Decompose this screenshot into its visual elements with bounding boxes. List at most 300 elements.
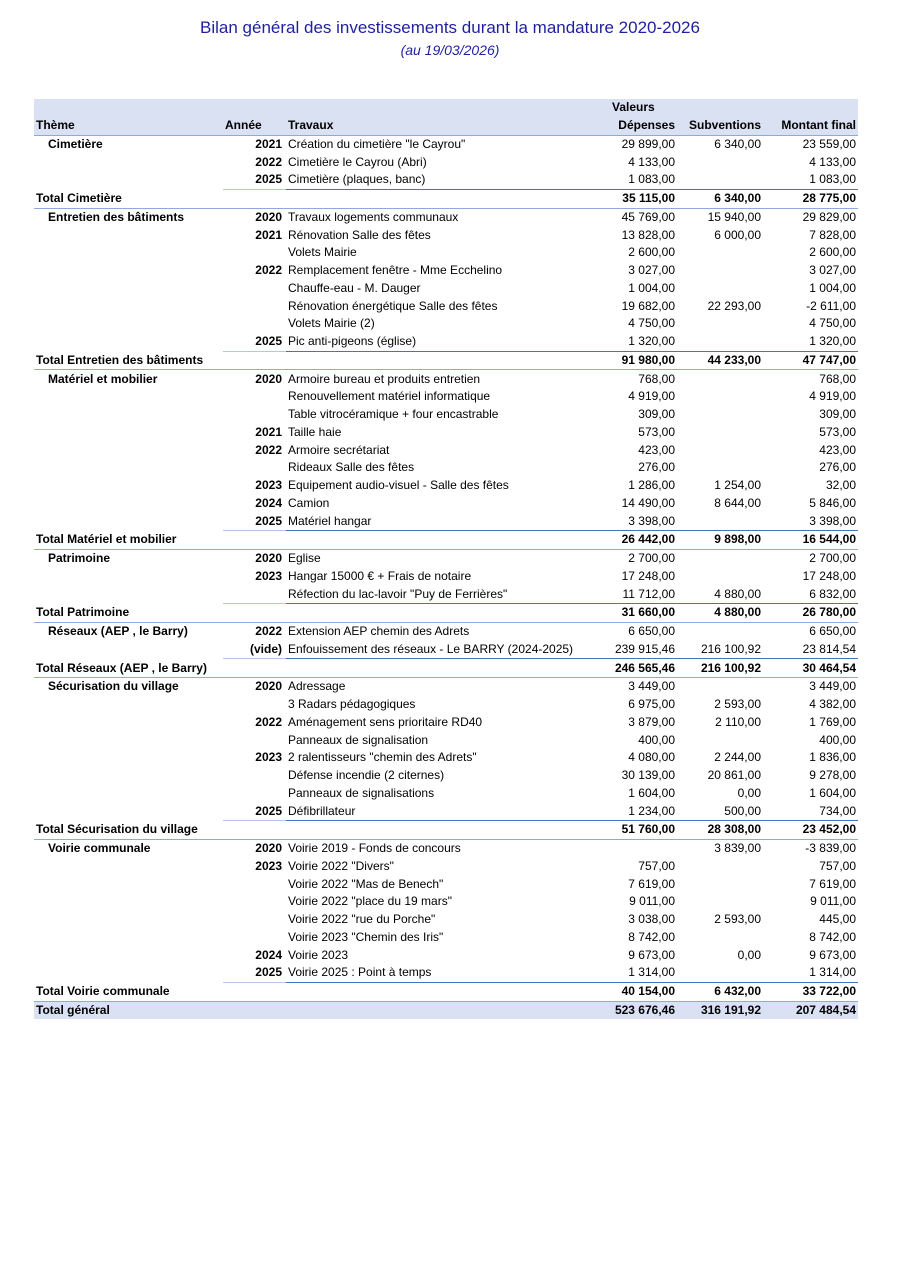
final-cell: 4 919,00 xyxy=(809,389,856,404)
year-cell xyxy=(223,585,286,603)
year-cell: 2020 xyxy=(255,371,282,386)
final-cell: 7 828,00 xyxy=(809,227,856,242)
year-cell: 2022 xyxy=(255,263,282,278)
works-cell: Voirie 2023 "Chemin des Iris" xyxy=(288,929,444,944)
theme-cell xyxy=(34,911,223,929)
table-row xyxy=(34,262,858,280)
final-cell: 5 846,00 xyxy=(809,495,856,510)
theme-cell xyxy=(34,858,223,876)
theme-label: Voirie communale xyxy=(48,841,151,856)
final-cell: 445,00 xyxy=(819,912,856,927)
subtotal-row xyxy=(34,531,858,550)
expenses-cell: 757,00 xyxy=(638,858,675,873)
theme-cell xyxy=(34,696,223,714)
subsidies-cell xyxy=(677,678,763,696)
subtotal-final: 33 722,00 xyxy=(763,982,858,1001)
final-cell: 1 320,00 xyxy=(763,333,858,351)
subtotal-final: 16 544,00 xyxy=(763,531,858,550)
theme-cell xyxy=(34,171,223,189)
final-cell: 3 027,00 xyxy=(809,263,856,278)
works-cell: Remplacement fenêtre - Mme Ecchelino xyxy=(288,263,503,278)
subsidies-cell: 2 244,00 xyxy=(714,750,761,765)
subtotal-subsidies: 4 880,00 xyxy=(677,604,763,623)
subsidies-cell xyxy=(677,893,763,911)
theme-cell xyxy=(34,714,223,732)
theme-cell xyxy=(34,459,223,477)
theme-cell xyxy=(34,297,223,315)
table-row xyxy=(34,641,858,659)
subtotal-final: 26 780,00 xyxy=(763,604,858,623)
table-row xyxy=(34,767,858,785)
column-header-year[interactable]: Année xyxy=(223,117,286,135)
works-cell: Equipement audio-visuel - Salle des fêtes xyxy=(288,478,509,493)
works-cell: Chauffe-eau - M. Dauger xyxy=(288,280,421,295)
subtotal-row xyxy=(34,821,858,840)
year-cell: 2022 xyxy=(255,442,282,457)
works-cell: Adressage xyxy=(288,679,346,694)
table-row xyxy=(34,441,858,459)
subsidies-cell xyxy=(677,875,763,893)
investment-pivot-table xyxy=(34,99,858,1019)
table-row xyxy=(34,964,858,982)
works-cell: Armoire secrétariat xyxy=(288,442,390,457)
theme-cell xyxy=(34,333,223,351)
document-date: (au 19/03/2026) xyxy=(400,42,500,58)
works-cell: Matériel hangar xyxy=(286,512,610,530)
expenses-cell: 13 828,00 xyxy=(621,227,675,242)
year-cell: 2025 xyxy=(223,964,286,982)
theme-cell xyxy=(34,875,223,893)
theme-label: Entretien des bâtiments xyxy=(48,209,185,224)
expenses-cell: 239 915,46 xyxy=(610,641,677,659)
subtotal-subsidies: 216 100,92 xyxy=(677,659,763,678)
subsidies-cell xyxy=(677,622,763,640)
expenses-cell: 2 700,00 xyxy=(628,551,675,566)
expenses-cell: 400,00 xyxy=(638,732,675,747)
year-cell: 2024 xyxy=(255,947,282,962)
subtotal-expenses: 91 980,00 xyxy=(610,351,677,370)
table-row xyxy=(34,297,858,315)
year-cell: 2020 xyxy=(255,679,282,694)
works-cell: Pic anti-pigeons (église) xyxy=(286,333,610,351)
table-row xyxy=(34,135,858,153)
table-row xyxy=(34,749,858,767)
subsidies-cell xyxy=(677,929,763,947)
theme-cell xyxy=(34,244,223,262)
year-cell: 2023 xyxy=(255,478,282,493)
expenses-cell: 9 673,00 xyxy=(628,947,675,962)
theme-cell xyxy=(34,767,223,785)
year-cell: 2023 xyxy=(255,858,282,873)
works-cell: Voirie 2022 "Divers" xyxy=(288,858,394,873)
works-cell: Rideaux Salle des fêtes xyxy=(288,460,415,475)
theme-cell xyxy=(34,406,223,424)
theme-cell xyxy=(34,731,223,749)
final-cell: 9 278,00 xyxy=(809,768,856,783)
subtotal-label: Total Entretien des bâtiments xyxy=(34,351,610,370)
expenses-cell: 276,00 xyxy=(638,460,675,475)
expenses-cell: 6 975,00 xyxy=(628,697,675,712)
subtotal-label: Total Sécurisation du village xyxy=(34,821,610,840)
year-cell: 2022 xyxy=(255,624,282,639)
theme-cell xyxy=(34,785,223,803)
expenses-cell: 4 750,00 xyxy=(628,316,675,331)
table-row xyxy=(34,459,858,477)
subsidies-cell: 1 254,00 xyxy=(714,478,761,493)
expenses-cell: 1 604,00 xyxy=(628,785,675,800)
year-cell: 2025 xyxy=(223,802,286,820)
works-cell: Voirie 2022 "rue du Porche" xyxy=(288,912,436,927)
theme-cell xyxy=(34,262,223,280)
header-row-columns xyxy=(34,117,858,135)
table-row xyxy=(34,875,858,893)
final-cell: 309,00 xyxy=(819,407,856,422)
works-cell: Hangar 15000 € + Frais de notaire xyxy=(288,568,472,583)
subsidies-cell xyxy=(677,568,763,586)
table-row xyxy=(34,244,858,262)
subtotal-subsidies: 44 233,00 xyxy=(677,351,763,370)
year-cell xyxy=(223,459,286,477)
table-row xyxy=(34,929,858,947)
final-cell: 4 133,00 xyxy=(809,154,856,169)
grand-total-final: 207 484,54 xyxy=(763,1001,858,1019)
expenses-cell: 11 712,00 xyxy=(610,585,677,603)
final-cell: 1 004,00 xyxy=(809,280,856,295)
table-row xyxy=(34,424,858,442)
works-cell: Voirie 2019 - Fonds de concours xyxy=(288,841,461,856)
theme-cell xyxy=(34,153,223,171)
expenses-cell: 9 011,00 xyxy=(629,894,675,909)
year-cell: (vide) xyxy=(223,641,286,659)
final-cell: 2 700,00 xyxy=(809,551,856,566)
year-cell: 2020 xyxy=(255,841,282,856)
expenses-cell: 768,00 xyxy=(638,371,675,386)
works-cell: Taille haie xyxy=(288,424,342,439)
works-cell: Rénovation énergétique Salle des fêtes xyxy=(288,298,498,313)
final-cell: 8 742,00 xyxy=(809,929,856,944)
final-cell: 1 836,00 xyxy=(809,750,856,765)
expenses-cell: 2 600,00 xyxy=(628,245,675,260)
values-group-header: Valeurs xyxy=(610,99,677,117)
works-cell: Cimetière (plaques, banc) xyxy=(286,171,610,189)
subtotal-subsidies: 6 432,00 xyxy=(677,982,763,1001)
works-cell: Rénovation Salle des fêtes xyxy=(288,227,431,242)
table-row xyxy=(34,946,858,964)
year-cell: 2021 xyxy=(255,227,282,242)
final-cell: 29 829,00 xyxy=(802,209,856,224)
subtotal-subsidies: 9 898,00 xyxy=(677,531,763,550)
subtotal-row xyxy=(34,351,858,370)
expenses-cell: 29 899,00 xyxy=(621,136,675,151)
expenses-cell: 3 398,00 xyxy=(610,512,677,530)
final-cell: 32,00 xyxy=(825,478,856,493)
expenses-cell: 1 083,00 xyxy=(610,171,677,189)
works-cell: 3 Radars pédagogiques xyxy=(288,697,416,712)
subtotal-final: 28 775,00 xyxy=(763,189,858,208)
expenses-cell: 6 650,00 xyxy=(628,624,675,639)
subsidies-cell xyxy=(677,512,763,530)
year-cell: 2021 xyxy=(255,424,282,439)
year-cell: 2025 xyxy=(223,512,286,530)
works-cell: 2 ralentisseurs "chemin des Adrets" xyxy=(288,750,477,765)
subtotal-final: 30 464,54 xyxy=(763,659,858,678)
table-row xyxy=(34,731,858,749)
final-cell: 1 769,00 xyxy=(809,714,856,729)
subtotal-expenses: 246 565,46 xyxy=(610,659,677,678)
year-cell xyxy=(223,280,286,298)
theme-cell xyxy=(34,226,223,244)
subsidies-cell xyxy=(677,388,763,406)
column-header-works[interactable]: Travaux xyxy=(286,117,610,135)
works-cell: Armoire bureau et produits entretien xyxy=(288,371,481,386)
year-cell xyxy=(223,315,286,333)
subtotal-final: 47 747,00 xyxy=(763,351,858,370)
final-cell: 1 083,00 xyxy=(763,171,858,189)
theme-cell xyxy=(34,315,223,333)
table-row xyxy=(34,477,858,495)
final-cell: 17 248,00 xyxy=(802,568,856,583)
theme-label: Réseaux (AEP , le Barry) xyxy=(48,624,188,639)
expenses-cell: 1 320,00 xyxy=(610,333,677,351)
expenses-cell: 4 919,00 xyxy=(628,389,675,404)
expenses-cell: 17 248,00 xyxy=(621,568,675,583)
subtotal-label: Total Réseaux (AEP , le Barry) xyxy=(34,659,610,678)
works-cell: Travaux logements communaux xyxy=(288,209,459,224)
final-cell: 734,00 xyxy=(763,802,858,820)
final-cell: 1 314,00 xyxy=(763,964,858,982)
theme-label: Patrimoine xyxy=(48,551,111,566)
year-cell: 2023 xyxy=(255,568,282,583)
final-cell: 7 619,00 xyxy=(809,876,856,891)
final-cell: 400,00 xyxy=(819,732,856,747)
final-cell: 23 814,54 xyxy=(763,641,858,659)
subsidies-cell: 6 340,00 xyxy=(714,136,761,151)
expenses-cell: 1 004,00 xyxy=(628,280,675,295)
theme-cell xyxy=(34,641,223,659)
works-cell: Panneaux de signalisations xyxy=(288,785,435,800)
subsidies-cell xyxy=(677,315,763,333)
expenses-cell: 19 682,00 xyxy=(621,298,675,313)
table-row xyxy=(34,585,858,603)
year-cell: 2020 xyxy=(255,209,282,224)
subsidies-cell xyxy=(677,964,763,982)
column-header-final: Montant final xyxy=(763,117,858,135)
table-row xyxy=(34,388,858,406)
expenses-cell: 3 879,00 xyxy=(628,714,675,729)
grand-total-expenses: 523 676,46 xyxy=(610,1001,677,1019)
subsidies-cell: 15 940,00 xyxy=(707,209,761,224)
works-cell: Voirie 2025 : Point à temps xyxy=(286,964,610,982)
year-cell xyxy=(223,731,286,749)
table-row xyxy=(34,622,858,640)
year-cell xyxy=(223,893,286,911)
final-cell: 23 559,00 xyxy=(802,136,856,151)
works-cell: Table vitrocéramique + four encastrable xyxy=(288,407,499,422)
year-cell: 2021 xyxy=(255,136,282,151)
year-cell xyxy=(223,388,286,406)
year-cell xyxy=(223,297,286,315)
expenses-cell: 3 449,00 xyxy=(628,679,675,694)
year-cell: 2023 xyxy=(255,750,282,765)
subsidies-cell: 2 593,00 xyxy=(714,697,761,712)
table-row xyxy=(34,315,858,333)
expenses-cell: 573,00 xyxy=(638,424,675,439)
works-cell: Voirie 2022 "Mas de Benech" xyxy=(288,876,444,891)
works-cell: Cimetière le Cayrou (Abri) xyxy=(288,154,427,169)
final-cell: 573,00 xyxy=(819,424,856,439)
subsidies-cell: 4 880,00 xyxy=(677,585,763,603)
subtotal-subsidies: 28 308,00 xyxy=(677,821,763,840)
works-cell: Réfection du lac-lavoir "Puy de Ferrières" xyxy=(286,585,610,603)
column-header-expenses: Dépenses xyxy=(610,117,677,135)
subsidies-cell: 0,00 xyxy=(737,785,761,800)
theme-cell xyxy=(34,964,223,982)
subtotal-final: 23 452,00 xyxy=(763,821,858,840)
theme-cell xyxy=(34,477,223,495)
expenses-cell: 1 234,00 xyxy=(610,802,677,820)
subsidies-cell: 22 293,00 xyxy=(707,298,761,313)
theme-cell xyxy=(34,585,223,603)
works-cell: Extension AEP chemin des Adrets xyxy=(288,624,470,639)
subsidies-cell xyxy=(677,731,763,749)
theme-label: Cimetière xyxy=(48,136,103,151)
subsidies-cell xyxy=(677,406,763,424)
subsidies-cell: 2 593,00 xyxy=(714,912,761,927)
expenses-cell xyxy=(610,839,677,857)
final-cell: 6 650,00 xyxy=(809,624,856,639)
theme-cell xyxy=(34,495,223,513)
final-cell: 423,00 xyxy=(819,442,856,457)
expenses-cell: 3 038,00 xyxy=(628,912,675,927)
works-cell: Enfouissement des réseaux - Le BARRY (2024-2025) xyxy=(286,641,610,659)
theme-cell xyxy=(34,893,223,911)
final-cell: 757,00 xyxy=(819,858,856,873)
works-cell: Aménagement sens prioritaire RD40 xyxy=(288,714,483,729)
theme-cell xyxy=(34,512,223,530)
theme-label: Matériel et mobilier xyxy=(48,371,158,386)
grand-total-label: Total général xyxy=(34,1001,610,1019)
theme-label: Sécurisation du village xyxy=(48,679,179,694)
year-cell xyxy=(223,875,286,893)
final-cell: -2 611,00 xyxy=(806,298,856,313)
subsidies-cell xyxy=(677,441,763,459)
final-cell: 4 750,00 xyxy=(809,316,856,331)
final-cell: 6 832,00 xyxy=(763,585,858,603)
subtotal-label: Total Matériel et mobilier xyxy=(34,531,610,550)
table-row xyxy=(34,893,858,911)
subsidies-cell xyxy=(677,171,763,189)
column-header-theme[interactable]: Thème xyxy=(34,117,223,135)
expenses-cell: 45 769,00 xyxy=(621,209,675,224)
table-row xyxy=(34,858,858,876)
works-cell: Défense incendie (2 citernes) xyxy=(288,768,445,783)
expenses-cell: 4 133,00 xyxy=(628,154,675,169)
year-cell xyxy=(223,406,286,424)
subsidies-cell: 20 861,00 xyxy=(707,768,761,783)
year-cell xyxy=(223,785,286,803)
final-cell: 9 011,00 xyxy=(810,894,856,909)
table-row xyxy=(34,370,858,388)
final-cell: 276,00 xyxy=(819,460,856,475)
subsidies-cell xyxy=(677,262,763,280)
subsidies-cell xyxy=(677,370,763,388)
works-cell: Camion xyxy=(288,495,330,510)
subsidies-cell xyxy=(677,549,763,567)
year-cell xyxy=(223,911,286,929)
table-row xyxy=(34,495,858,513)
subtotal-label: Total Patrimoine xyxy=(34,604,610,623)
document-title: Bilan général des investissements durant la mandature 2020-2026 xyxy=(200,18,700,37)
subsidies-cell xyxy=(677,858,763,876)
year-cell xyxy=(223,767,286,785)
subsidies-cell: 8 644,00 xyxy=(714,495,761,510)
subsidies-cell xyxy=(677,280,763,298)
subtotal-expenses: 26 442,00 xyxy=(610,531,677,550)
subsidies-cell: 3 839,00 xyxy=(714,841,761,856)
subtotal-subsidies: 6 340,00 xyxy=(677,189,763,208)
year-cell: 2025 xyxy=(223,333,286,351)
subtotal-expenses: 40 154,00 xyxy=(610,982,677,1001)
column-header-subsidies: Subventions xyxy=(677,117,763,135)
expenses-cell: 309,00 xyxy=(638,407,675,422)
table-row xyxy=(34,171,858,189)
theme-cell xyxy=(34,946,223,964)
table-row xyxy=(34,802,858,820)
expenses-cell: 30 139,00 xyxy=(621,768,675,783)
table-row xyxy=(34,714,858,732)
subsidies-cell xyxy=(677,459,763,477)
year-cell xyxy=(223,696,286,714)
year-cell: 2022 xyxy=(255,154,282,169)
subtotal-row xyxy=(34,604,858,623)
subsidies-cell xyxy=(677,424,763,442)
table-row xyxy=(34,678,858,696)
works-cell: Voirie 2022 "place du 19 mars" xyxy=(288,894,452,909)
table-body xyxy=(34,135,858,1019)
theme-cell xyxy=(34,280,223,298)
works-cell: Défibrillateur xyxy=(286,802,610,820)
table-row xyxy=(34,549,858,567)
final-cell: 768,00 xyxy=(819,371,856,386)
works-cell: Eglise xyxy=(288,551,321,566)
table-row xyxy=(34,406,858,424)
theme-cell xyxy=(34,802,223,820)
theme-cell xyxy=(34,568,223,586)
year-cell: 2022 xyxy=(255,714,282,729)
subtotal-row xyxy=(34,982,858,1001)
year-cell: 2025 xyxy=(223,171,286,189)
theme-cell xyxy=(34,441,223,459)
expenses-cell: 3 027,00 xyxy=(628,263,675,278)
final-cell: 3 449,00 xyxy=(809,679,856,694)
table-row xyxy=(34,153,858,171)
table-row xyxy=(34,785,858,803)
year-cell xyxy=(223,929,286,947)
works-cell: Volets Mairie (2) xyxy=(288,316,375,331)
works-cell: Création du cimetière "le Cayrou" xyxy=(288,136,466,151)
subtotal-expenses: 31 660,00 xyxy=(610,604,677,623)
grand-total-subsidies: 316 191,92 xyxy=(677,1001,763,1019)
subsidies-cell: 500,00 xyxy=(677,802,763,820)
subtotal-expenses: 51 760,00 xyxy=(610,821,677,840)
year-cell: 2024 xyxy=(255,495,282,510)
theme-cell xyxy=(34,388,223,406)
subsidies-cell: 6 000,00 xyxy=(714,227,761,242)
table-row xyxy=(34,911,858,929)
header-row-values xyxy=(34,99,858,117)
subtotal-label: Total Cimetière xyxy=(34,189,610,208)
year-cell: 2020 xyxy=(255,551,282,566)
